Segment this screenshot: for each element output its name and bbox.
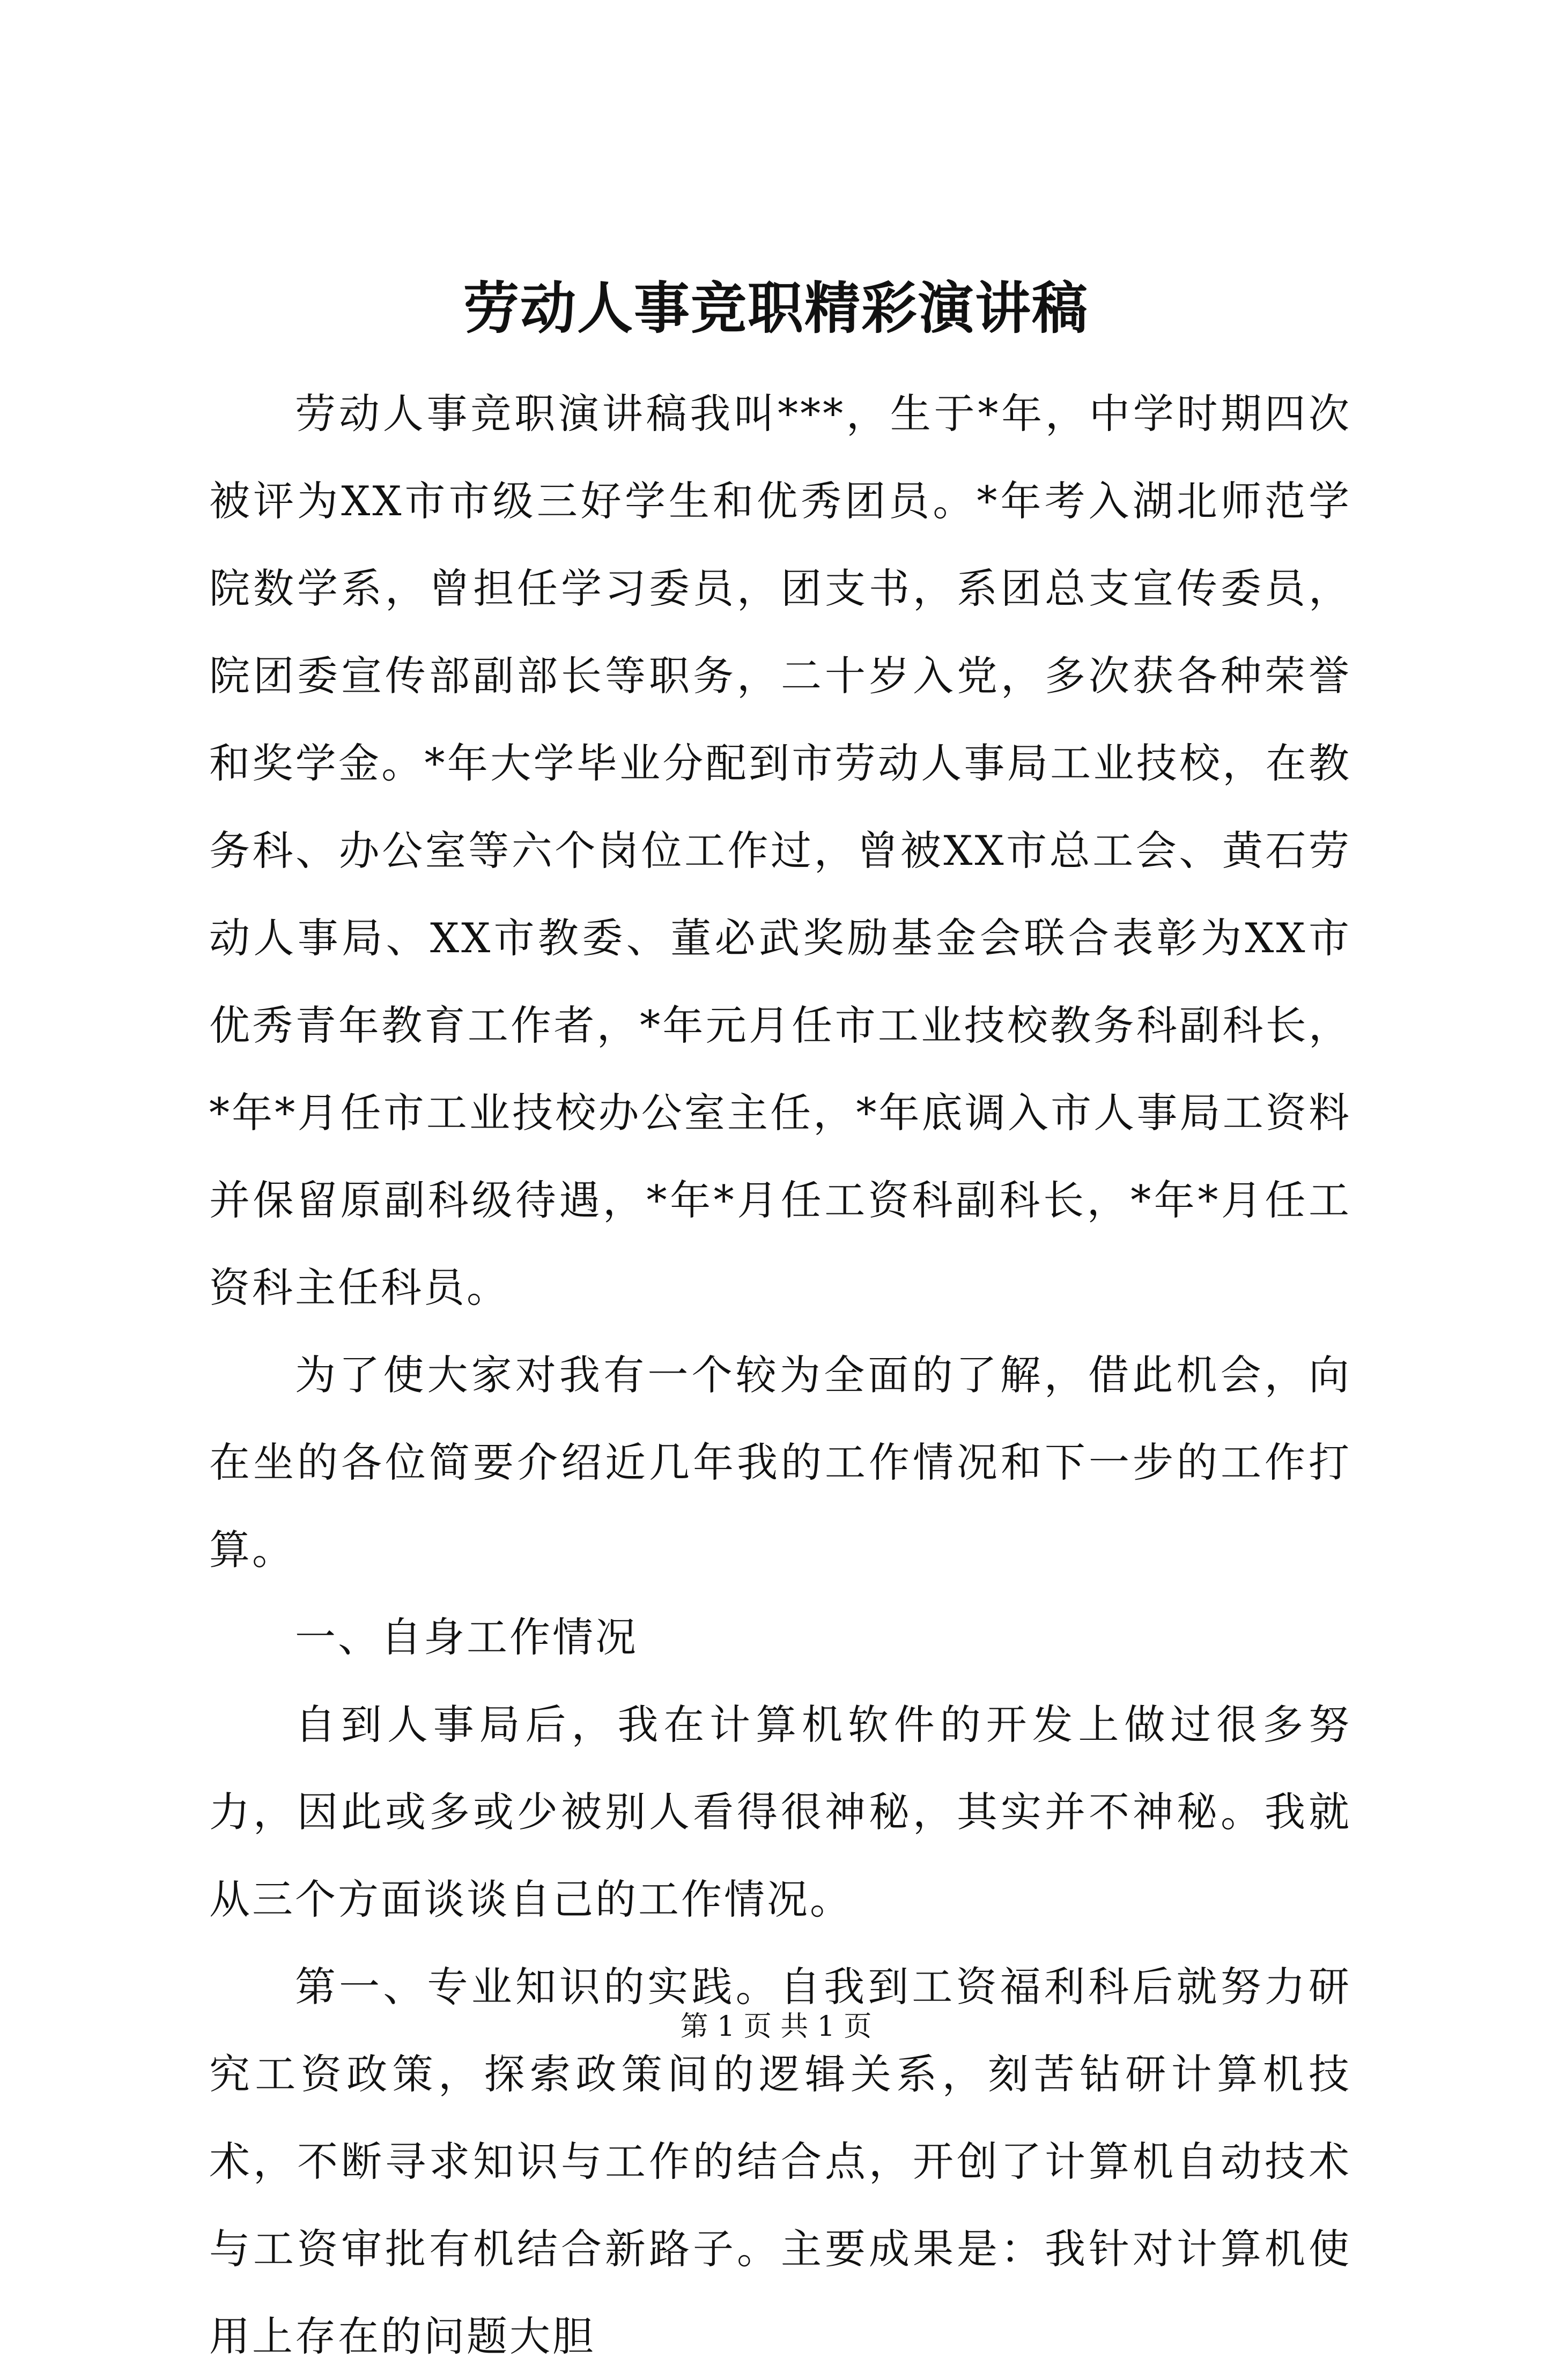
document-body — [209, 370, 1351, 2380]
paragraph-intro: 劳动人事竞职演讲稿我叫***，生于*年，中学时期四次被评为XX市市级三好学生和优秀团员。*年考入湖北师范学院数学系，曾担任学习委员，团支书，系团总支宣传委员，院团委宣传部副部长等职务，二十岁入党，多次获各种荣誉和奖学金。*年大学毕业分配到市劳动人事局工业技校，在教务科、办公室等六个岗位工作过，曾被XX市总工会、黄石劳动人事局、XX市教委、董必武奖励基金会联合表彰为XX市优秀青年教育工作者，*年元月任市工业技校教务科副科长，*年*月任市工业技校办公室主任，*年底调入市人事局工资料并保留原副科级待遇，*年*月任工资科副科长，*年*月任工资科主任科员。 — [209, 390, 1351, 1311]
section-heading-work: 一、自身工作情况 — [295, 1613, 638, 1661]
page-footer: 第 1 页 共 1 页 — [680, 2011, 872, 2043]
document-title: 劳动人事竞职精彩演讲稿 — [463, 275, 1089, 341]
paragraph-purpose: 为了使大家对我有一个较为全面的了解，借此机会，向在坐的各位简要介绍近几年我的工作情况和下一步的工作打算。 — [209, 1351, 1351, 1574]
paragraph-professional-practice: 第一、专业知识的实践。自我到工资福利科后就努力研究工资政策，探索政策间的逻辑关系，刻苦钻研计算机技术，不断寻求知识与工作的结合点，开创了计算机自动技术与工资审批有机结合新路子。主要成果是：我针对计算机使用上存在的问题大胆 — [209, 1963, 1351, 2360]
paragraph-work-overview: 自到人事局后，我在计算机软件的开发上做过很多努力，因此或多或少被别人看得很神秘，其实并不神秘。我就从三个方面谈谈自己的工作情况。 — [209, 1701, 1351, 1923]
